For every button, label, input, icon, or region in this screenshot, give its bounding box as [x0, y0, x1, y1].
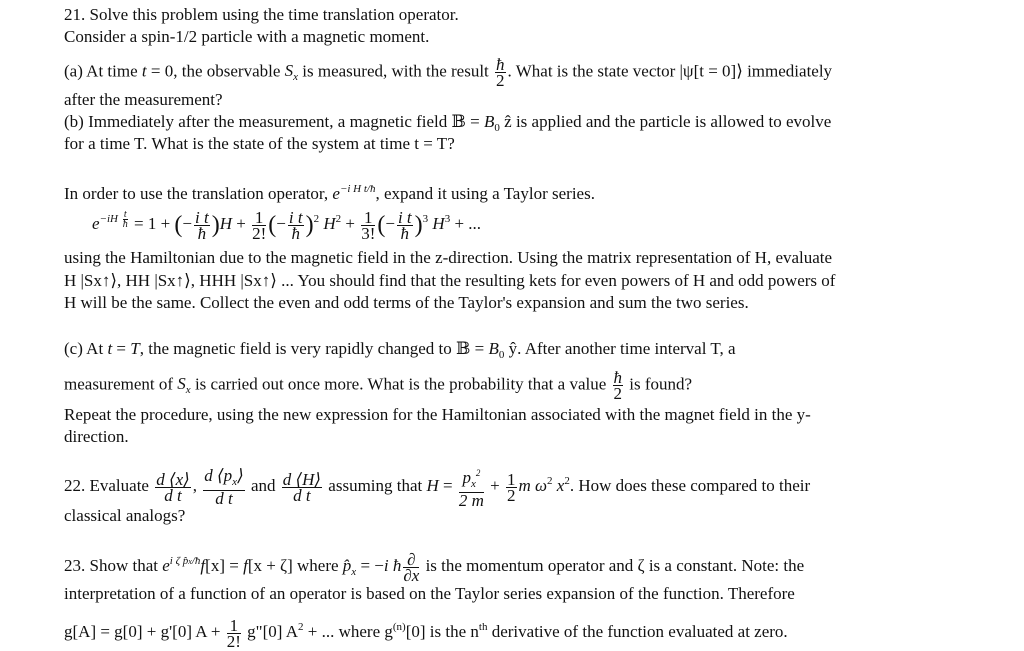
hamiltonian-text-1: using the Hamiltonian due to the magnetic field in the z-direction. Using the matrix representation of H, evaluate: [64, 248, 833, 267]
problem-21-part-c: (c) At t = T, the magnetic field is very rapidly changed to 𝔹 = $B_0$ ŷ. After another time interval T, a: [64, 339, 736, 361]
problem-21-part-c-line2: measurement of $S_x$ is carried out once more. What is the probability that a value $\frac{ħ}{2}$ is found?: [64, 368, 693, 403]
hamiltonian-text-3: H will be the same. Collect the even and odd terms of the Taylor's expansion and sum the two series.: [64, 293, 749, 312]
problem-21-part-b: (b) Immediately after the measurement, a magnetic field 𝔹 = $B_0$ ẑ is applied and the particle is allowed to evolve: [64, 112, 832, 134]
problem-23-line2: interpretation of a function of an operator is based on the Taylor series expansion of the function. Therefore: [64, 584, 795, 603]
problem-21-part-a-line2: after the measurement?: [64, 90, 223, 109]
problem-22: 22. Evaluate $\frac{d ⟨x⟩}{\text{d t}}$ , $\frac{d ⟨p_x⟩}{\text{d t}}$ and $\frac{d ⟨H⟩}{\text{d t}}$ assuming that H = $\frac{p_x^2}{2 m}$ + $\frac{1}{2}$ m $\omega^2$ $x^2$. How does these compared to their: [64, 466, 811, 511]
problem-23-line3: g[A] = g[0] + g'[0] A + $\frac{1}{2!}$ g"[0] $A^2$ + ... where $g^{(n)}[0]$ is the $n^{th}$ derivative of the function evaluated at zero.: [64, 615, 788, 651]
hamiltonian-text-2: H |Sx↑⟩, HH |Sx↑⟩, HHH |Sx↑⟩ ... You should find that the resulting kets for even powers of H and odd powers of: [64, 271, 836, 290]
repeat-procedure-1: Repeat the procedure, using the new expression for the Hamiltonian associated with the magnet field in the y-: [64, 405, 811, 424]
problem-21-part-a: (a) At time t = 0, the observable $S_x$ is measured, with the result $\frac{ħ}{2}$ . What is the state vector |ψ[t = 0]⟩ immediately: [64, 55, 833, 90]
repeat-procedure-2: direction.: [64, 427, 129, 446]
problem-23: 23. Show that $e^{i \zeta p̂x/ħ}f[x] = f[x + \zeta]$ where $p̂_x = -i$ ħ $\frac{\partial}{\partial x}$ is the momentum operator and ζ is a constant. Note: the: [64, 549, 805, 585]
problem-21-part-b-line2: for a time T. What is the state of the system at time t = T?: [64, 134, 455, 153]
taylor-series-equation: $e^{-iH \frac{t}{ħ}}$ = 1 + (− $\frac{\text{i t}}{ħ}$ )H + $\frac{1}{2!}$ (− $\frac{\text{i t}}{ħ}$ )$^2$ $H^2$ + $\frac{1}{3!}$ (− $\frac{\text{i t}}{ħ}$ )$^3$ $H^3$ + ...: [92, 207, 482, 243]
problem-22-line2: classical analogs?: [64, 506, 186, 525]
translation-operator-text: In order to use the translation operator, $e^{-i H t/ħ}$, expand it using a Taylor series.: [64, 183, 595, 203]
problem-21-title: 21. Solve this problem using the time translation operator.: [64, 5, 459, 24]
problem-21-consider: Consider a spin-1/2 particle with a magnetic moment.: [64, 27, 430, 46]
